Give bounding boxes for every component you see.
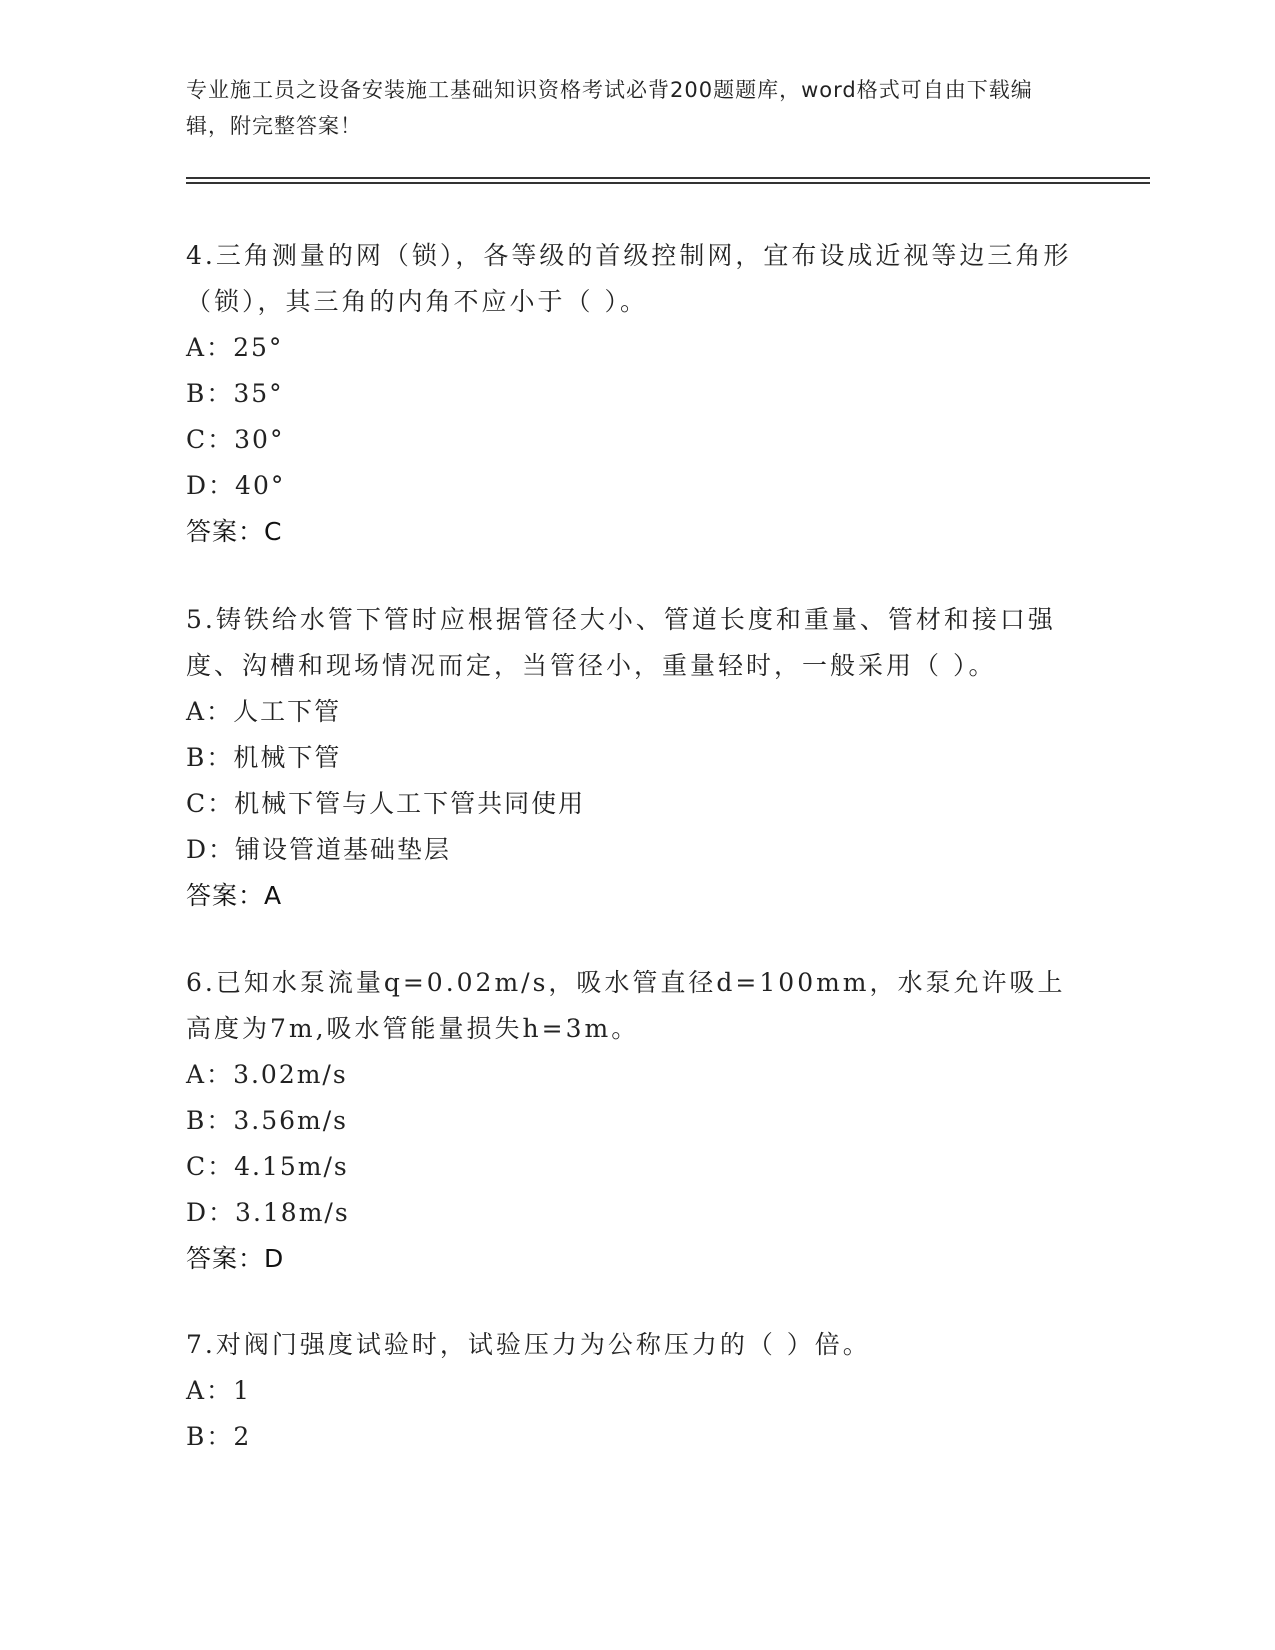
question-6 xyxy=(186,960,1086,1282)
question-5 xyxy=(186,597,1086,919)
header-divider-bottom xyxy=(186,182,1150,184)
answer-line xyxy=(186,873,1086,919)
option-a xyxy=(186,1052,1086,1098)
option-a xyxy=(186,1368,1086,1414)
answer-line xyxy=(186,1236,1086,1282)
option-text: 35° xyxy=(233,379,284,408)
option-c xyxy=(186,417,1086,463)
option-text: 40° xyxy=(235,471,286,500)
answer-label: 答案： xyxy=(186,517,265,546)
answer-label: 答案： xyxy=(186,1244,265,1273)
option-key: B： xyxy=(186,743,234,772)
option-key: C： xyxy=(186,1152,235,1181)
answer-value: A xyxy=(264,881,283,910)
option-a xyxy=(186,325,1086,371)
option-text: 铺设管道基础垫层 xyxy=(235,835,452,864)
option-b xyxy=(186,1414,1086,1460)
option-text: 机械下管 xyxy=(233,743,342,772)
option-key: A： xyxy=(186,333,234,362)
option-key: A： xyxy=(186,1376,234,1405)
option-c xyxy=(186,781,1086,827)
option-key: D： xyxy=(186,1198,236,1227)
option-text: 3.02m/s xyxy=(233,1060,348,1089)
answer-value: C xyxy=(264,517,283,546)
option-key: A： xyxy=(186,1060,234,1089)
option-key: A： xyxy=(186,697,234,726)
question-stem: 6.已知水泵流量q=0.02m/s，吸水管直径d=100mm，水泵允许吸上高度为7m,吸水管能量损失h=3m。 xyxy=(186,968,1066,1043)
option-text: 机械下管与人工下管共同使用 xyxy=(234,789,586,818)
option-c xyxy=(186,1144,1086,1190)
option-b xyxy=(186,371,1086,417)
document-header-title: 专业施工员之设备安装施工基础知识资格考试必背200题题库，word格式可自由下载编辑，附完整答案！ xyxy=(186,78,1033,138)
question-7 xyxy=(186,1322,1086,1460)
question-stem: 4.三角测量的网（锁），各等级的首级控制网，宜布设成近视等边三角形（锁），其三角的内角不应小于（ ）。 xyxy=(186,241,1072,316)
option-text: 3.56m/s xyxy=(233,1106,348,1135)
option-b xyxy=(186,735,1086,781)
option-b xyxy=(186,1098,1086,1144)
answer-value: D xyxy=(264,1244,285,1273)
option-d xyxy=(186,1190,1086,1236)
option-key: B： xyxy=(186,1106,234,1135)
option-key: C： xyxy=(186,789,235,818)
answer-line xyxy=(186,509,1086,555)
option-d xyxy=(186,463,1086,509)
option-key: D： xyxy=(186,471,236,500)
question-stem: 7.对阀门强度试验时，试验压力为公称压力的（ ）倍。 xyxy=(186,1330,871,1359)
option-d xyxy=(186,827,1086,873)
answer-label: 答案： xyxy=(186,881,265,910)
option-key: D： xyxy=(186,835,236,864)
question-4 xyxy=(186,233,1086,555)
option-text: 3.18m/s xyxy=(235,1198,350,1227)
option-key: B： xyxy=(186,379,234,408)
option-text: 人工下管 xyxy=(233,697,342,726)
option-text: 2 xyxy=(233,1422,252,1451)
option-key: B： xyxy=(186,1422,234,1451)
option-text: 30° xyxy=(234,425,285,454)
header-divider-top xyxy=(186,177,1150,179)
option-text: 4.15m/s xyxy=(234,1152,349,1181)
option-text: 1 xyxy=(233,1376,251,1405)
question-stem: 5.铸铁给水管下管时应根据管径大小、管道长度和重量、管材和接口强度、沟槽和现场情况而定，当管径小，重量轻时，一般采用（ ）。 xyxy=(186,605,1056,680)
option-a xyxy=(186,689,1086,735)
option-text: 25° xyxy=(233,333,284,362)
option-key: C： xyxy=(186,425,235,454)
